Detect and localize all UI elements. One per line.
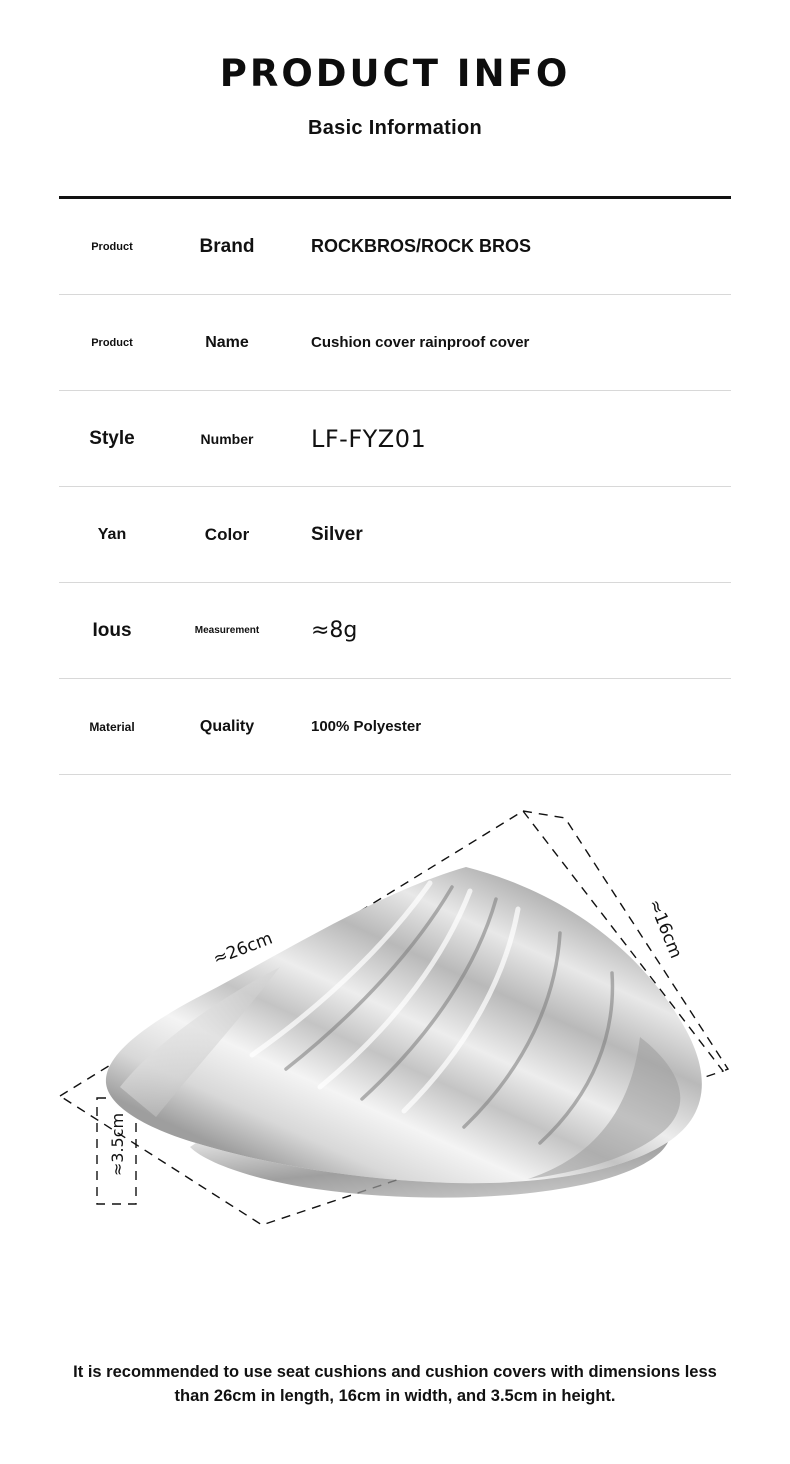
table-row <box>59 199 731 295</box>
spec-label-secondary: Quality <box>199 717 255 735</box>
spec-value: 100% Polyester <box>311 718 422 735</box>
spec-label-secondary: Name <box>205 333 249 351</box>
spec-label-secondary: Brand <box>199 235 255 257</box>
spec-label-primary: Style <box>89 427 135 449</box>
spec-value: ROCKBROS/ROCK BROS <box>311 236 532 256</box>
spec-label-primary: Product <box>91 336 133 349</box>
table-row <box>59 391 731 487</box>
table-row <box>59 487 731 583</box>
spec-label-secondary: Color <box>204 524 250 544</box>
spec-label-primary: Product <box>91 240 133 253</box>
spec-value: LF-FYZ01 <box>311 424 427 453</box>
dimension-width-label: ≈16cm <box>644 896 686 962</box>
dimension-height-label: ≈3.5cm <box>108 1112 128 1177</box>
product-figure <box>0 787 790 1287</box>
page-subtitle: Basic Information <box>307 117 483 139</box>
table-row <box>59 295 731 391</box>
spec-value: Cushion cover rainproof cover <box>311 334 530 351</box>
spec-label-secondary: Measurement <box>194 625 260 636</box>
spec-label-secondary: Number <box>200 430 254 447</box>
recommendation-note: It is recommended to use seat cushions and cushion covers with dimensions less than 26cm in length, 16cm in width, and 3.5cm in height. <box>73 1363 717 1405</box>
page-title: PRODUCT INFO <box>219 52 571 95</box>
table-row <box>59 583 731 679</box>
spec-label-primary: Material <box>89 719 135 734</box>
dimension-length-label: ≈26cm <box>210 928 276 970</box>
product-illustration <box>0 787 790 1287</box>
spec-label-primary: Yan <box>97 525 127 543</box>
seat-cover-graphic <box>106 867 702 1198</box>
spec-value: ≈8g <box>311 618 358 643</box>
spec-label-primary: Ious <box>92 619 132 641</box>
table-row <box>59 679 731 775</box>
spec-table <box>59 196 731 775</box>
spec-value: Silver <box>311 523 363 545</box>
